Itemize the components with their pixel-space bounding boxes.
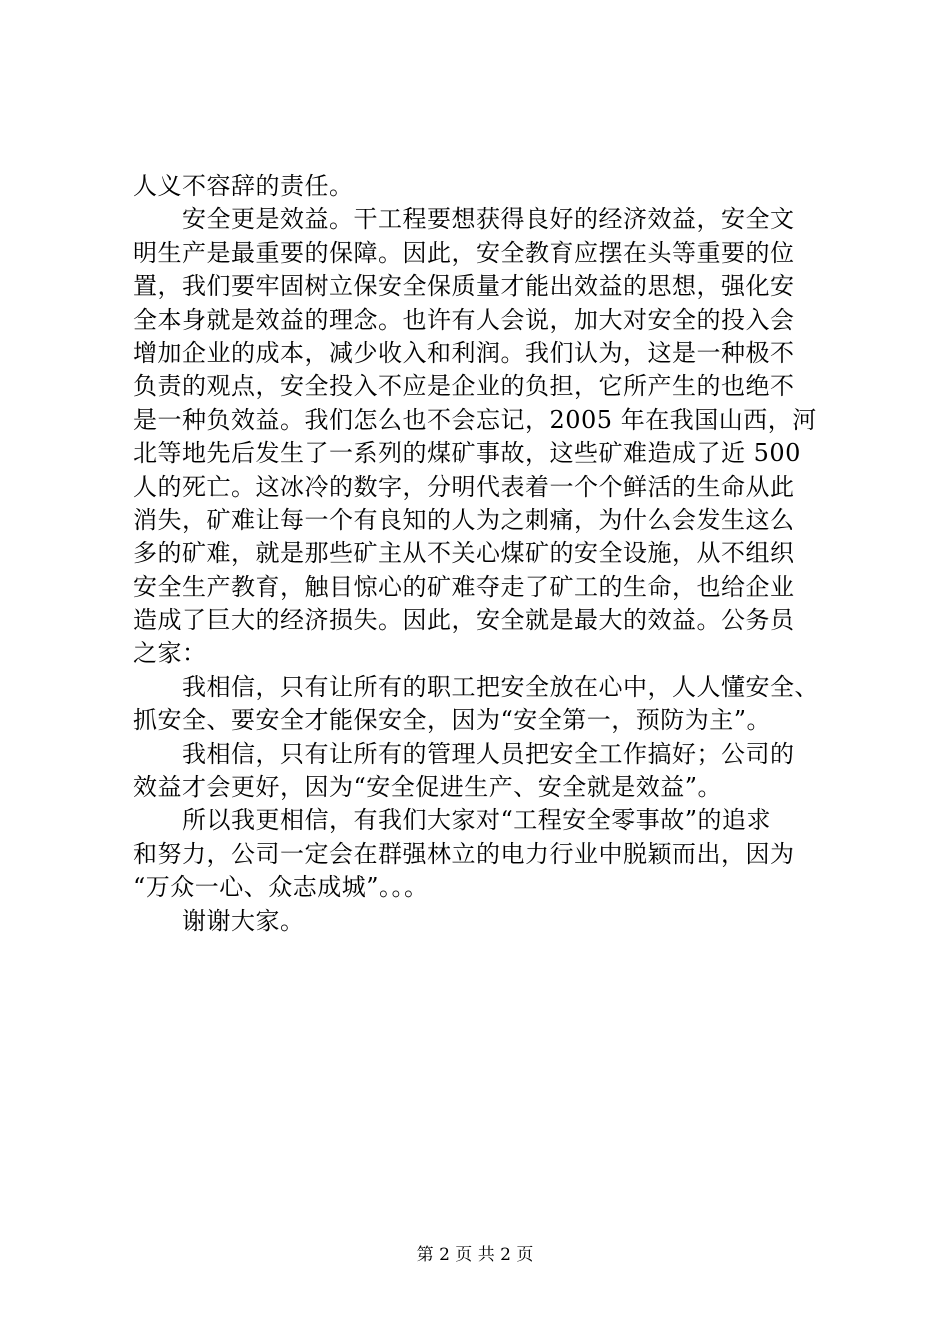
document-body [133, 170, 838, 938]
text-line: 效益才会更好，因为“安全促进生产、安全就是效益”。 [133, 773, 723, 802]
paragraph-start-line: 我相信，只有让所有的职工把安全放在心中，人人懂安全、 [182, 672, 819, 701]
text-line: 和努力，公司一定会在群强林立的电力行业中脱颖而出，因为 [133, 839, 795, 868]
text-line: 多的矿难，就是那些矿主从不关心煤矿的安全设施，从不组织 [133, 539, 795, 568]
text-line: 人义不容辞的责任。 [133, 172, 354, 200]
paragraph-start-line: 安全更是效益。干工程要想获得良好的经济效益，安全文 [182, 205, 795, 234]
text-line: 置，我们要牢固树立保安全保质量才能出效益的思想，强化安 [133, 272, 795, 301]
text-line: 消失，矿难让每一个有良知的人为之刺痛，为什么会发生这么 [133, 505, 795, 534]
text-line: 全本身就是效益的理念。也许有人会说，加大对安全的投入会 [133, 305, 795, 334]
text-line: 增加企业的成本，减少收入和利润。我们认为，这是一种极不 [133, 338, 795, 367]
page-number-footer: 第 2 页 共 2 页 [416, 1245, 534, 1265]
paragraph-start-line: 谢谢大家。 [182, 906, 305, 935]
paragraph-start-line: 所以我更相信，有我们大家对“工程安全零事故”的追求 [182, 806, 772, 835]
text-line: 造成了巨大的经济损失。因此，安全就是最大的效益。公务员 [133, 606, 795, 635]
text-line: 抓安全、要安全才能保安全，因为“安全第一，预防为主”。 [133, 706, 772, 735]
paragraph-start-line: 我相信，只有让所有的管理人员把安全工作搞好；公司的 [182, 739, 795, 768]
text-line: 人的死亡。这冰冷的数字，分明代表着一个个鲜活的生命从此 [133, 472, 795, 501]
text-line: 安全生产教育，触目惊心的矿难夺走了矿工的生命，也给企业 [133, 572, 795, 601]
text-line: 北等地先后发生了一系列的煤矿事故，这些矿难造成了近 500 [133, 439, 801, 468]
text-line: 负责的观点，安全投入不应是企业的负担，它所产生的也绝不 [133, 372, 795, 401]
text-line: 明生产是最重要的保障。因此，安全教育应摆在头等重要的位 [133, 238, 795, 267]
text-line: 是一种负效益。我们怎么也不会忘记，2005 年在我国山西，河 [133, 405, 817, 434]
text-line: 之家： [133, 639, 207, 668]
text-line: “万众一心、众志成城”。。。 [133, 873, 429, 902]
